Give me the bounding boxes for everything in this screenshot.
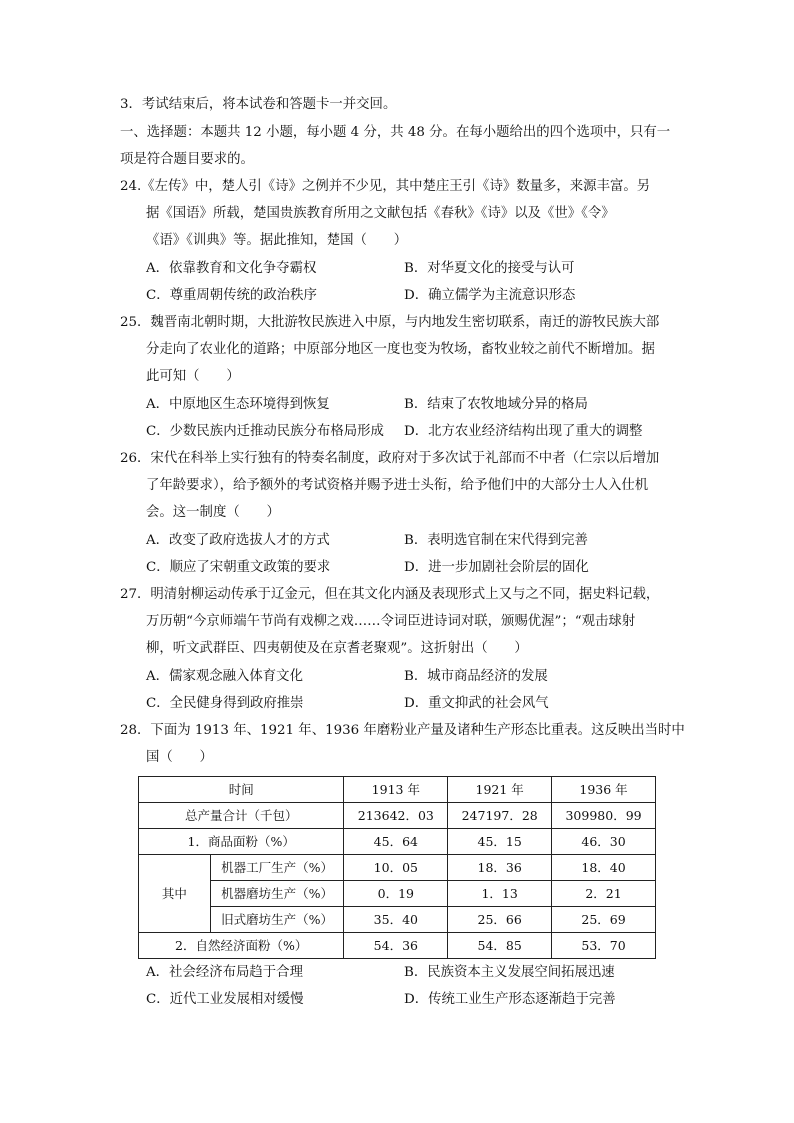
question-25-option-a[interactable]: A．中原地区生态环境得到恢复 — [146, 397, 330, 412]
question-25-line-3: 此可知（ ） — [146, 369, 240, 384]
table-row-label: 2．自然经济面粉（%） — [139, 933, 344, 959]
table-row — [139, 933, 656, 959]
table-row-label: 机器磨坊生产（%） — [210, 881, 344, 907]
question-26-line-3: 会。这一制度（ ） — [146, 505, 280, 520]
question-25-option-c[interactable]: C．少数民族内迁推动民族分布格局形成 — [146, 424, 384, 439]
table-row — [139, 881, 656, 907]
table-cell: 309980．99 — [552, 803, 656, 829]
table-cell: 46．30 — [552, 829, 656, 855]
table-group-label: 其中 — [139, 855, 211, 933]
question-26-option-b[interactable]: B．表明选官制在宋代得到完善 — [404, 533, 588, 548]
table-cell: 25．66 — [448, 907, 552, 933]
question-25-option-d[interactable]: D．北方农业经济结构出现了重大的调整 — [404, 424, 643, 439]
table-row — [139, 803, 656, 829]
table-row-label: 总产量合计（千包） — [139, 803, 344, 829]
table-cell: 54．36 — [344, 933, 448, 959]
table-row — [139, 855, 656, 881]
question-24-option-b[interactable]: B．对华夏文化的接受与认可 — [404, 261, 575, 276]
question-27-line-3: 柳，听文武群臣、四夷朝使及在京耆老聚观”。这折射出（ ） — [146, 641, 528, 656]
section-heading-line-1: 一、选择题：本题共 12 小题，每小题 4 分，共 48 分。在每小题给出的四个选项中，只有一 — [120, 125, 671, 140]
question-28-line-2: 国（ ） — [146, 750, 213, 765]
question-28-line-1: 28．下面为 1913 年、1921 年、1936 年磨粉业产量及诸种生产形态比重表。这反映出当时中 — [120, 723, 685, 738]
table-cell: 10．05 — [344, 855, 448, 881]
question-24-line-3: 《语》《训典》等。据此推知，楚国（ ） — [146, 233, 408, 248]
question-28-option-d[interactable]: D．传统工业生产形态逐渐趋于完善 — [404, 992, 616, 1007]
question-28-option-c[interactable]: C．近代工业发展相对缓慢 — [146, 992, 304, 1007]
table-cell: 247197．28 — [448, 803, 552, 829]
question-26-line-2: 了年龄要求），给予额外的考试资格并赐予进士头衔，给予他们中的大部分士人入仕机 — [146, 478, 649, 493]
question-24-option-c[interactable]: C．尊重周朝传统的政治秩序 — [146, 288, 317, 303]
question-27-line-2: 万历朝“今京师端午节尚有戏柳之戏……令词臣进诗词对联，颁赐优渥”；“观击球射 — [146, 614, 636, 629]
table-header-cell: 时间 — [139, 777, 344, 803]
table-cell: 18．40 — [552, 855, 656, 881]
question-27-option-d[interactable]: D．重文抑武的社会风气 — [404, 696, 549, 711]
question-24-option-d[interactable]: D．确立儒学为主流意识形态 — [404, 288, 576, 303]
table-row — [139, 907, 656, 933]
table-cell: 54．85 — [448, 933, 552, 959]
table-header-cell: 1921 年 — [448, 777, 552, 803]
flour-production-table — [138, 776, 656, 959]
table-row-label: 机器工厂生产（%） — [210, 855, 344, 881]
table-cell: 45．64 — [344, 829, 448, 855]
question-26-option-d[interactable]: D．进一步加剧社会阶层的固化 — [404, 560, 589, 575]
table-header-cell: 1913 年 — [344, 777, 448, 803]
section-heading-line-2: 项是符合题目要求的。 — [120, 152, 254, 167]
question-26-option-a[interactable]: A．改变了政府选拔人才的方式 — [146, 533, 330, 548]
question-26-option-c[interactable]: C．顺应了宋朝重文政策的要求 — [146, 560, 331, 575]
table-cell: 1．13 — [448, 881, 552, 907]
question-25-option-b[interactable]: B．结束了农牧地域分异的格局 — [404, 397, 588, 412]
question-27-option-b[interactable]: B．城市商品经济的发展 — [404, 669, 548, 684]
table-row — [139, 777, 656, 803]
table-header-cell: 1936 年 — [552, 777, 656, 803]
question-28-option-a[interactable]: A．社会经济布局趋于合理 — [146, 965, 303, 980]
question-24-line-2: 据《国语》所载，楚国贵族教育所用之文献包括《春秋》《诗》以及《世》《令》 — [146, 206, 615, 221]
table-cell: 53．70 — [552, 933, 656, 959]
question-26-line-1: 26．宋代在科举上实行独有的特奏名制度，政府对于多次试于礼部而不中者（仁宗以后增加 — [120, 451, 660, 466]
table-cell: 45．15 — [448, 829, 552, 855]
exam-note-3: 3．考试结束后，将本试卷和答题卡一并交回。 — [120, 97, 397, 112]
table-cell: 25．69 — [552, 907, 656, 933]
question-27-option-c[interactable]: C．全民健身得到政府推崇 — [146, 696, 304, 711]
table-row — [139, 829, 656, 855]
question-27-option-a[interactable]: A．儒家观念融入体育文化 — [146, 669, 303, 684]
table-cell: 2．21 — [552, 881, 656, 907]
question-25-line-1: 25．魏晋南北朝时期，大批游牧民族进入中原，与内地发生密切联系，南迁的游牧民族大部 — [120, 315, 660, 330]
table-cell: 0．19 — [344, 881, 448, 907]
question-24-option-a[interactable]: A．依靠教育和文化争夺霸权 — [146, 261, 317, 276]
table-cell: 213642．03 — [344, 803, 448, 829]
table-row-label: 旧式磨坊生产（%） — [210, 907, 344, 933]
table-cell: 18．36 — [448, 855, 552, 881]
table-row-label: 1．商品面粉（%） — [139, 829, 344, 855]
question-24-line-1: 24.《左传》中，楚人引《诗》之例并不少见，其中楚庄王引《诗》数量多，来源丰富。另 — [120, 179, 651, 194]
question-28-option-b[interactable]: B．民族资本主义发展空间拓展迅速 — [404, 965, 615, 980]
question-25-line-2: 分走向了农业化的道路；中原部分地区一度也变为牧场，畜牧业较之前代不断增加。据 — [146, 342, 655, 357]
table-cell: 35．40 — [344, 907, 448, 933]
question-27-line-1: 27．明清射柳运动传承于辽金元，但在其文化内涵及表现形式上又与之不同，据史料记载， — [120, 587, 660, 602]
